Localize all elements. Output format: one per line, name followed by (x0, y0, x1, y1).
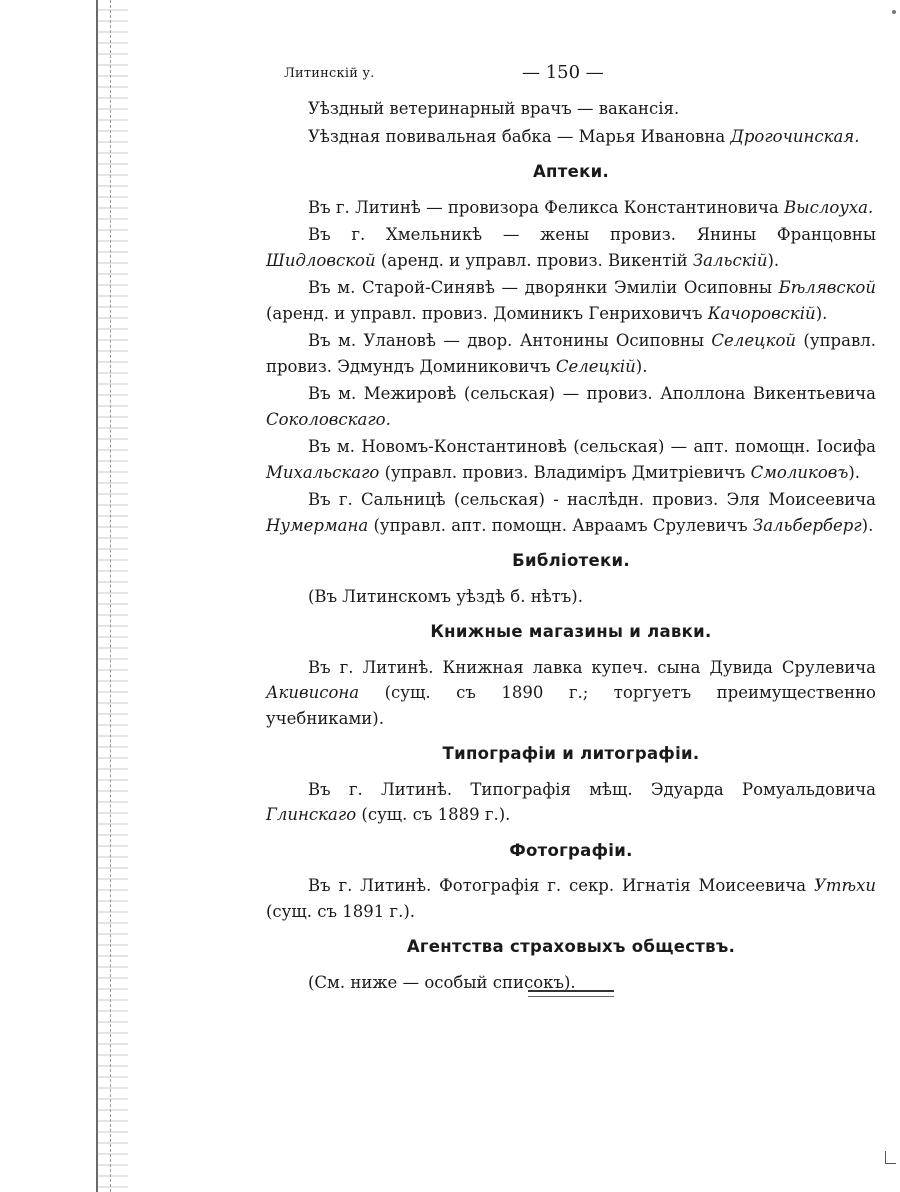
entry-text: ). (848, 462, 861, 482)
entry-text: (См. ниже — особый списокъ). (308, 972, 576, 992)
entry-text: (управл. апт. помощн. Авраамъ Срулевичъ (368, 515, 753, 535)
entry-name: Зальскій (692, 250, 768, 270)
entry-name: Смоликовъ (750, 462, 849, 482)
entry-name: Качоровскій (707, 303, 816, 323)
entry-text: (сущ. съ 1891 г.). (266, 901, 416, 921)
entry-name: Шидловской (266, 250, 376, 270)
midwife-name: Дрогочинская. (730, 126, 860, 146)
vet-text: Уѣздный ветеринарный врачъ — вакансія. (308, 99, 680, 118)
entry-text: (аренд. и управл. провиз. Доминикъ Генриховичъ (266, 303, 708, 323)
section-heading-bookshops: Книжные магазины и лавки. (430, 622, 712, 641)
entry-name: Акивисона (266, 683, 360, 702)
entry-text: ). (815, 303, 828, 323)
entry-text: ). (767, 250, 780, 270)
entry-text: Въ г. Литинѣ. Книжная лавка купеч. сына Дувида Срулевича (308, 657, 876, 677)
entry-text: Въ м. Старой-Синявѣ — дворянки Эмиліи Осиповны (308, 278, 779, 297)
pharmacy-entry (266, 381, 876, 432)
entry-name: Бѣлявской (778, 278, 876, 297)
entry-name: Селецкій (555, 356, 636, 376)
page-number: — 150 — (522, 62, 604, 83)
entry-text: (управл. провиз. Эдмундъ Доминиковичъ (266, 331, 876, 376)
section-heading-printers: Типографіи и литографіи. (442, 744, 700, 763)
entry-text: (Въ Литинскомъ уѣздѣ б. нѣтъ). (308, 586, 583, 606)
entry-name: Михальскаго (266, 462, 380, 482)
entry-name: Выслоуха. (784, 197, 874, 217)
entry-text: Въ г. Сальницѣ (сельская) - наслѣдн. провиз. Эля Моисеевича (308, 490, 876, 509)
entry-name: Нумермана (266, 515, 369, 535)
entry-text: (аренд. и управл. провиз. Викентій (375, 250, 693, 270)
library-entry (266, 584, 876, 610)
entry-name: Глинскаго (266, 805, 357, 824)
entry-text: Въ м. Улановѣ — двор. Антонины Осиповны (308, 331, 712, 350)
entry-text: Въ г. Литинѣ — провизора Феликса Константиновича (308, 197, 785, 217)
midwife-text: Уѣздная повивальная бабка — Марья Ивановна (308, 126, 731, 146)
entry-text: Въ г. Хмельникѣ — жены провиз. Янины Францовны (308, 225, 876, 244)
vet-paragraph (266, 96, 876, 122)
scan-corner-mark (885, 1151, 896, 1164)
pharmacy-entry (266, 195, 876, 221)
bookshop-entry (266, 655, 876, 732)
scan-speck (892, 10, 896, 14)
midwife-paragraph (266, 124, 876, 150)
pharmacy-entry (266, 434, 876, 485)
entry-name: Соколовскаго. (266, 409, 391, 429)
photography-entry (266, 873, 876, 924)
page-body (266, 96, 876, 1001)
section-heading-pharmacies: Аптеки. (532, 162, 610, 181)
pharmacy-entry (266, 222, 876, 273)
section-heading-insurance: Агентства страховыхъ обществъ. (406, 937, 736, 956)
entry-text: Въ г. Литинѣ. Фотографія г. секр. Игнатія Моисеевича (308, 876, 814, 895)
pharmacy-entry (266, 275, 876, 326)
entry-text: Въ м. Межировѣ (сельская) — провиз. Аполлона Викентьевича (308, 384, 876, 403)
entry-name: Зальберберг (752, 515, 862, 535)
running-title: Литинскій у. (284, 66, 375, 81)
section-heading-photography: Фотографіи. (509, 840, 633, 860)
entry-text: (сущ. съ 1890 г.; торгуетъ преимущественно учебниками). (266, 683, 876, 728)
book-binding-edge (96, 0, 128, 1192)
entry-text: (сущ. съ 1889 г.). (356, 805, 511, 824)
pharmacy-entry (266, 328, 876, 379)
running-header (284, 62, 874, 86)
closing-rule (528, 990, 614, 997)
entry-text: ). (635, 356, 648, 376)
pharmacy-entry (266, 487, 876, 538)
entry-text: Въ м. Новомъ-Константиновѣ (сельская) — апт. помощн. Іосифа (308, 437, 876, 456)
entry-name: Селецкой (711, 331, 797, 350)
section-heading-libraries: Библіотеки. (512, 551, 630, 570)
entry-text: (управл. провиз. Владиміръ Дмитріевичъ (379, 462, 751, 482)
entry-name: Утѣхи (813, 876, 876, 895)
printer-entry (266, 777, 876, 828)
entry-text: ). (861, 515, 874, 535)
entry-text: Въ г. Литинѣ. Типографія мѣщ. Эдуарда Ромуальдовича (308, 779, 876, 799)
